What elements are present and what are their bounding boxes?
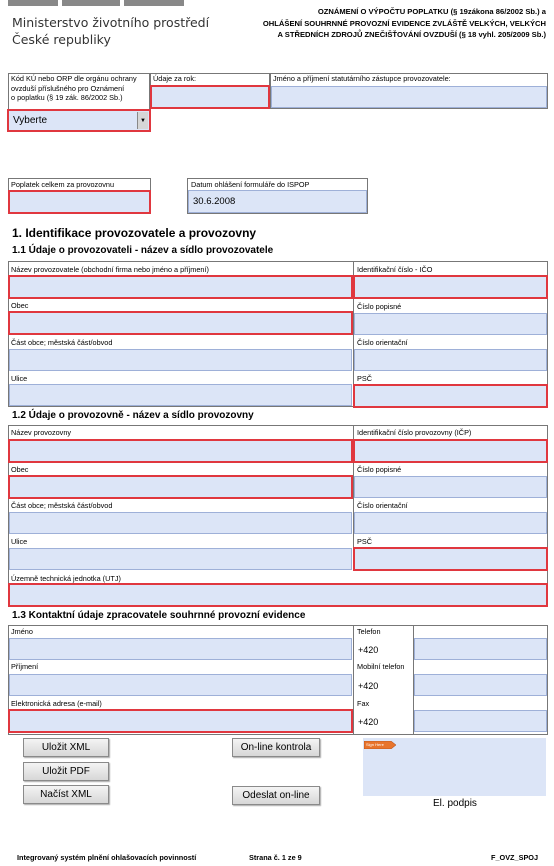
ico-label: Identifikační číslo - IČO [357,265,433,274]
nazev-provozovny-label: Název provozovny [11,428,72,437]
sign-here-tag: Sign Here [364,741,396,749]
nazev-provozovatele-label: Název provozovatele (obchodní firma nebo jméno a příjmení) [11,265,209,274]
prijmeni-label: Příjmení [11,662,39,671]
cast-provozovny-label: Část obce; městská část/obvod [11,501,113,510]
signature-label: El. podpis [433,798,477,809]
poplatek-input[interactable] [8,190,151,214]
footer-form-code: F_OVZ_SPOJ [491,853,539,862]
cast-provozovatele-label: Část obce; městská část/obvod [11,338,113,347]
popisne-provozovatele-label: Číslo popisné [357,302,402,311]
jmeno-label: Jméno [11,627,33,636]
rok-input[interactable] [150,85,270,109]
kontakt-divider-1 [353,625,354,735]
psc-provozovatele-input[interactable] [353,384,548,408]
kod-select[interactable]: Vyberte ▼ [7,109,151,132]
dropdown-arrow-icon[interactable]: ▼ [137,112,148,129]
ministry-name: Ministerstvo životního prostředí České republiky [12,15,210,47]
popisne-provozovny-input[interactable] [354,476,547,498]
icp-input[interactable] [353,439,548,463]
psc-provozovny-input[interactable] [353,547,548,571]
nacist-xml-button[interactable]: Načíst XML [23,785,109,804]
footer-page: Strana č. 1 ze 9 [249,853,302,862]
obec-provozovatele-label: Obec [11,301,29,310]
cast-provozovny-input[interactable] [9,512,352,534]
telefon-prefix: +420 [358,645,379,655]
obec-provozovny-label: Obec [11,465,29,474]
popisne-provozovatele-input[interactable] [354,313,547,335]
fax-input[interactable] [414,710,547,732]
ulice-provozovny-input[interactable] [9,548,352,570]
mobil-prefix: +420 [358,681,379,691]
obec-provozovatele-input[interactable] [8,311,353,335]
telefon-input[interactable] [414,638,547,660]
section-1-title: 1. Identifikace provozovatele a provozovny [12,226,257,240]
rok-label: Údaje za rok: [153,74,196,83]
orientacni-provozovny-label: Číslo orientační [357,501,408,510]
orientacni-provozovatele-label: Číslo orientační [357,338,408,347]
fax-prefix: +420 [358,717,379,727]
fax-label: Fax [357,699,370,708]
ulice-provozovny-label: Ulice [11,537,28,546]
ulozit-pdf-button[interactable]: Uložit PDF [23,762,109,781]
nazev-provozovny-input[interactable] [8,439,353,463]
poplatek-label: Poplatek celkem za provozovnu [11,180,115,189]
jmeno-input[interactable] [9,638,352,660]
header-bar-2 [62,0,120,6]
online-kontrola-button[interactable]: On-line kontrola [232,738,320,757]
datum-input[interactable]: 30.6.2008 [188,190,367,213]
prijmeni-input[interactable] [9,674,352,696]
footer-system: Integrovaný systém plnění ohlašovacích povinností [17,853,197,862]
section-13-title: 1.3 Kontaktní údaje zpracovatele souhrnné provozní evidence [12,610,306,621]
utj-label: Územně technická jednotka (UTJ) [11,574,121,583]
psc-provozovatele-label: PSČ [357,374,373,383]
section-12-title: 1.2 Údaje o provozovně - název a sídlo provozovny [12,410,254,421]
datum-label: Datum ohlášení formuláře do ISPOP [191,180,310,189]
email-label: Elektronická adresa (e-mail) [11,699,102,708]
form-title: OZNÁMENÍ O VÝPOČTU POPLATKU (§ 19zákona 86/2002 Sb.) a OHLÁŠENÍ SOUHRNNÉ PROVOZNÍ EVIDENCE ZVLÁŠTĚ VELKÝCH, VELKÝCH A STŘEDNÍCH ZDROJŮ ZNEČIŠŤOVÁNÍ OVZDUŠÍ (§ 18 vyhl. 205/2009 Sb.) [262,7,546,39]
icp-label: Identifikační číslo provozovny (IČP) [357,428,472,437]
telefon-label: Telefon [357,627,381,636]
psc-provozovny-label: PSČ [357,537,373,546]
popisne-provozovny-label: Číslo popisné [357,465,402,474]
cast-provozovatele-input[interactable] [9,349,352,371]
section-11-title: 1.1 Údaje o provozovateli - název a sídlo provozovatele [12,245,274,256]
utj-input[interactable] [8,583,548,607]
obec-provozovny-input[interactable] [8,475,353,499]
mobil-input[interactable] [414,674,547,696]
ulice-provozovatele-input[interactable] [9,384,352,406]
ulice-provozovatele-label: Ulice [11,374,28,383]
orientacni-provozovatele-input[interactable] [354,349,547,371]
ico-input[interactable] [353,275,548,299]
statutar-input[interactable] [271,86,547,108]
orientacni-provozovny-input[interactable] [354,512,547,534]
kod-label: Kód KÚ nebo ORP dle orgánu ochrany ovzduší příslušného pro Oznámení o poplatku (§ 19 zák. 86/2002 Sb.) [11,74,137,102]
header-bar-1 [8,0,58,6]
odeslat-online-button[interactable]: Odeslat on-line [232,786,320,805]
ulozit-xml-button[interactable]: Uložit XML [23,738,109,757]
header-bar-3 [124,0,184,6]
jmeno-label: Jméno a příjmení statutárního zástupce provozovatele: [273,74,451,83]
nazev-provozovatele-input[interactable] [8,275,353,299]
mobil-label: Mobilní telefon [357,662,405,671]
email-input[interactable] [8,709,353,733]
